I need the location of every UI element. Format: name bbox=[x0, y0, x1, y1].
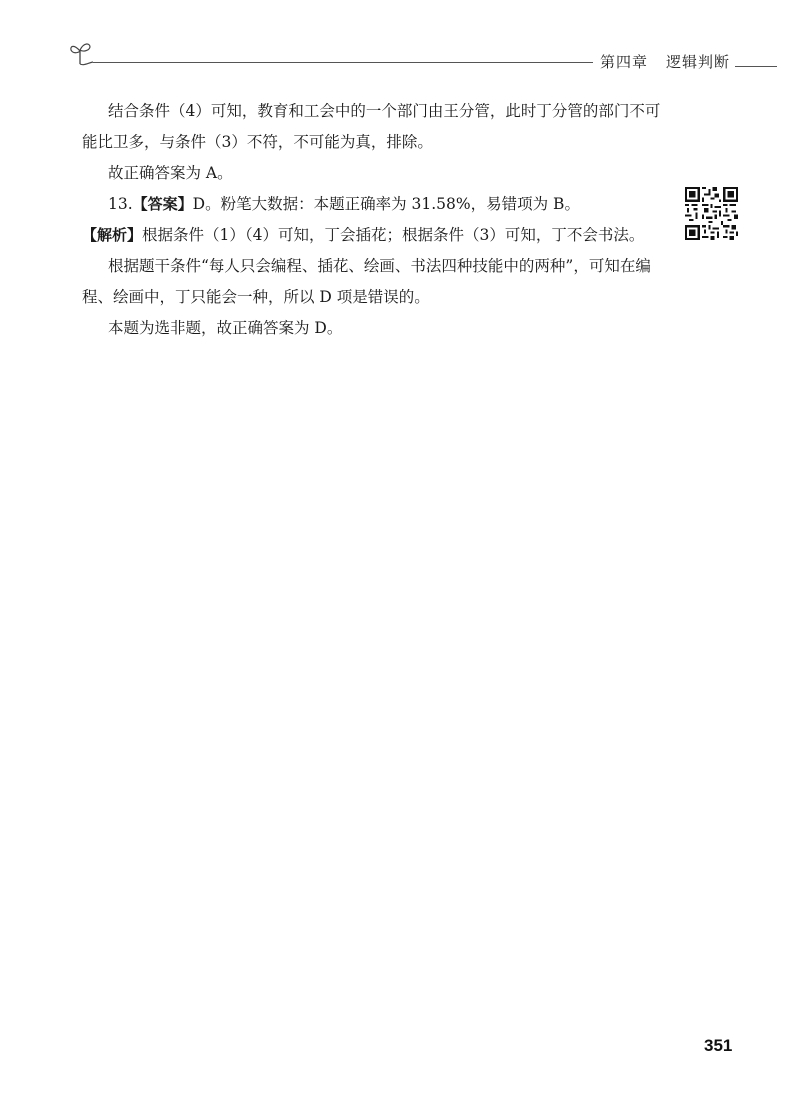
page-header bbox=[0, 0, 800, 80]
paragraph-answer-a: 故正确答案为 A。 bbox=[108, 164, 233, 182]
qr-code-icon bbox=[685, 187, 738, 240]
paragraph-final-answer: 本题为选非题，故正确答案为 D。 bbox=[108, 319, 343, 337]
sprout-icon bbox=[68, 40, 108, 68]
answer-explanation bbox=[82, 96, 667, 344]
question-13-analysis: 【解析】根据条件（1）（4）可知，丁会插花；根据条件（3）可知，丁不会书法。 bbox=[82, 226, 645, 244]
page-number: 351 bbox=[704, 1036, 733, 1055]
section-title: 逻辑判断 bbox=[666, 53, 731, 71]
answer-tag: 【答案】 bbox=[132, 195, 193, 213]
paragraph-condition-analysis: 结合条件（4）可知，教育和工会中的一个部门由王分管，此时丁分管的部门不可能比卫多，与条件（3）不符，不可能为真，排除。 bbox=[82, 102, 661, 151]
header-tail-rule bbox=[735, 66, 777, 67]
question-number: 13. bbox=[108, 195, 133, 213]
chapter-heading bbox=[600, 51, 730, 72]
question-13-answer: 13.【答案】D。粉笔大数据：本题正确率为 31.58%，易错项为 B。 bbox=[108, 195, 580, 213]
analysis-tag: 【解析】 bbox=[82, 226, 143, 244]
header-rule bbox=[93, 62, 593, 63]
chapter-number: 第四章 bbox=[600, 53, 649, 71]
paragraph-skill-constraint: 根据题干条件“每人只会编程、插花、绘画、书法四种技能中的两种”，可知在编程、绘画中，丁只能会一种，所以 D 项是错误的。 bbox=[82, 257, 651, 306]
